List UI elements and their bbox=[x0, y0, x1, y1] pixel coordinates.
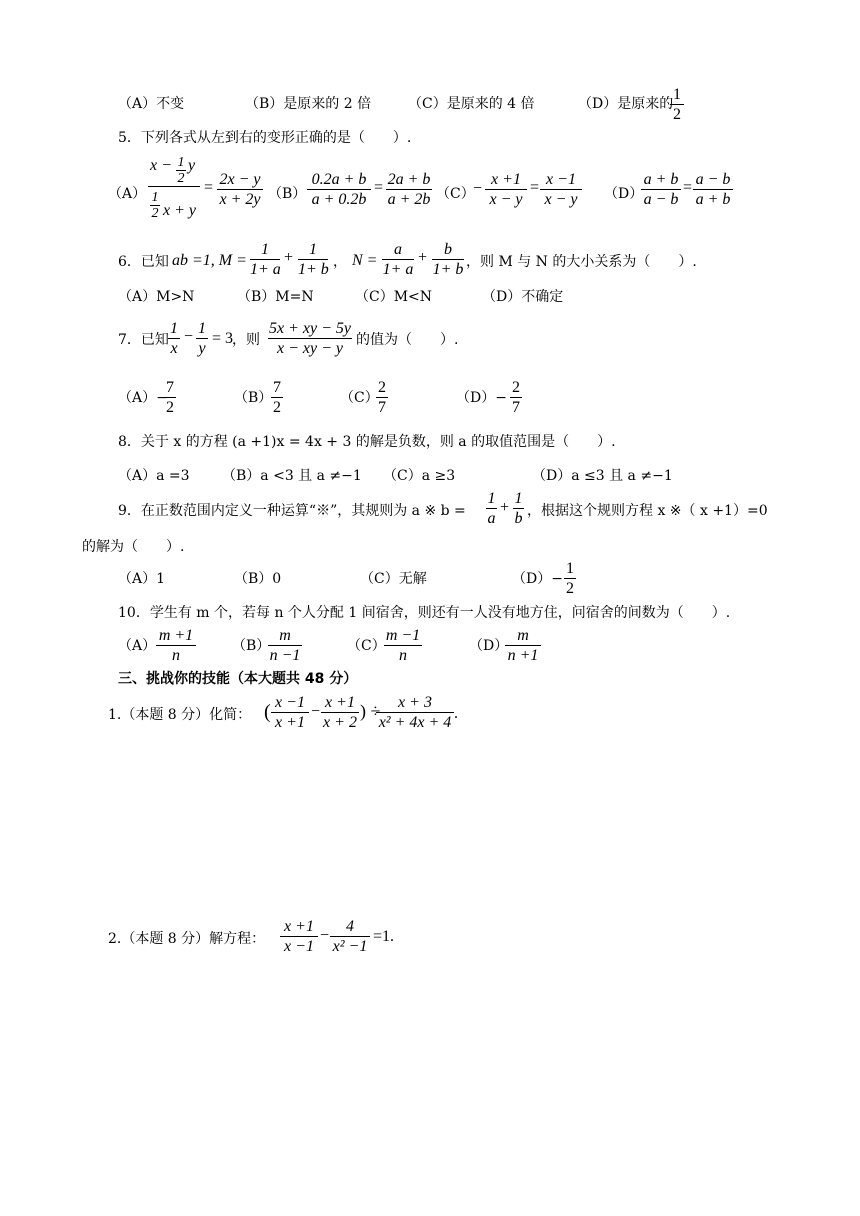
q6-option-b: （B）M=N bbox=[237, 289, 314, 305]
q5-option-d-label: （D） bbox=[604, 186, 644, 202]
q6-option-a: （A）M>N bbox=[118, 289, 195, 305]
q7-fraction-1-over-x: 1 x bbox=[170, 320, 178, 357]
q7-option-d-label: （D）− bbox=[456, 390, 507, 406]
problem-1-stem: 1.（本题 8 分）化简： bbox=[108, 707, 252, 723]
q5-a-inner-fraction-bottom: 1 2 bbox=[151, 190, 159, 221]
q6-comma: ， bbox=[333, 254, 347, 270]
q9-fraction-1-over-b: 1 b bbox=[514, 490, 523, 527]
q8-option-a: （A）a =3 bbox=[118, 468, 190, 484]
q5-c-rhs-fraction: x −1 x − y bbox=[540, 171, 582, 208]
problem-1-open-paren: ( bbox=[264, 701, 271, 723]
problem-1-fraction-3: x + 3 x² + 4x + 4 bbox=[376, 694, 454, 731]
q8-stem: 8．关于 x 的方程 (a +1)x = 4x + 3 的解是负数，则 a 的取值范围是（ ）. bbox=[118, 434, 616, 450]
q4-option-b: （B）是原来的 2 倍 bbox=[245, 96, 372, 112]
q5-c-lhs-fraction: x +1 x − y bbox=[485, 171, 527, 208]
q9-option-c: （C）无解 bbox=[360, 571, 427, 587]
q6-n-fraction-1: a 1+ a bbox=[382, 241, 414, 278]
q7-equals-3: = 3 bbox=[212, 330, 234, 347]
problem-2-fraction-1: x +1 x −1 bbox=[280, 918, 318, 955]
problem-2-tail: =1. bbox=[373, 928, 395, 945]
q5-d-equals: = bbox=[683, 179, 693, 196]
problem-1-fraction-2: x +1 x + 2 bbox=[321, 694, 359, 731]
q10-option-a-fraction: m +1 n bbox=[156, 627, 196, 664]
q6-n-plus: + bbox=[418, 249, 428, 266]
q7-minus: − bbox=[184, 328, 194, 345]
q4-option-d: （D）是原来的 bbox=[578, 96, 674, 112]
q9-option-a: （A）1 bbox=[118, 571, 166, 587]
q10-option-d-label: （D） bbox=[469, 638, 509, 654]
q7-option-d-fraction: 2 7 bbox=[512, 379, 520, 416]
q9-plus: + bbox=[500, 499, 510, 516]
q7-expression-fraction: 5x + xy − 5y x − xy − y bbox=[269, 320, 351, 357]
q7-mid: ，则 bbox=[232, 332, 260, 348]
q7-option-b-label: （B） bbox=[234, 390, 273, 406]
q7-stem-pre: 7．已知 bbox=[118, 332, 169, 348]
q10-option-b-label: （B） bbox=[232, 638, 271, 654]
q10-option-b-fraction: m n −1 bbox=[269, 627, 301, 664]
q5-option-c-label: （C） bbox=[436, 186, 475, 202]
q5-option-a-label: （A） bbox=[108, 186, 147, 202]
q5-option-b-label: （B） bbox=[268, 186, 307, 202]
q6-n-fraction-2: b 1+ b bbox=[432, 241, 464, 278]
q5-d-rhs-fraction: a − b a + b bbox=[693, 171, 733, 208]
q5-stem: 5．下列各式从左到右的变形正确的是（ ）. bbox=[118, 130, 412, 146]
q6-stem-post: ，则 M 与 N 的大小关系为（ ）. bbox=[466, 254, 697, 270]
q6-m-fraction-2: 1 1+ b bbox=[298, 241, 329, 278]
q10-option-c-label: （C） bbox=[347, 638, 386, 654]
problem-2-minus: − bbox=[320, 927, 330, 944]
q5-a-inner-fraction-top: 1 2 bbox=[177, 155, 185, 186]
q5-c-minus: − bbox=[473, 180, 483, 197]
problem-2-fraction-2: 4 x² −1 bbox=[330, 918, 370, 955]
q8-option-d: （D）a ≤3 且 a ≠−1 bbox=[532, 468, 673, 484]
problem-2-stem: 2.（本题 8 分）解方程： bbox=[108, 931, 266, 947]
q10-stem: 10．学生有 m 个，若每 n 个人分配 1 间宿舍，则还有一人没有地方住，问宿舍的间数为（ ）. bbox=[118, 605, 731, 621]
q9-stem-line2: 的解为（ ）. bbox=[82, 539, 185, 555]
problem-1-fraction-1: x −1 x +1 bbox=[271, 694, 309, 731]
q5-a-numerator-y: y bbox=[188, 157, 196, 174]
q10-option-c-fraction: m −1 n bbox=[385, 627, 421, 664]
q5-a-main-bar bbox=[148, 186, 200, 187]
q5-a-denominator-rest: x + y bbox=[163, 202, 196, 219]
q5-c-equals: = bbox=[530, 179, 540, 196]
q7-fraction-1-over-y: 1 y bbox=[198, 320, 206, 357]
q10-option-d-fraction: m n +1 bbox=[505, 627, 541, 664]
q6-m-fraction-1: 1 1+ a bbox=[250, 241, 281, 278]
q9-option-b: （B）0 bbox=[234, 571, 282, 587]
problem-1-minus: − bbox=[311, 703, 321, 720]
q7-option-c-label: （C） bbox=[340, 390, 379, 406]
q6-stem-pre: 6．已知 bbox=[118, 254, 169, 270]
q5-a-equals: = bbox=[204, 179, 214, 196]
q4-option-c: （C）是原来的 4 倍 bbox=[408, 96, 535, 112]
q9-option-d-label: （D）− bbox=[512, 571, 563, 587]
q9-stem-post: ，根据这个规则方程 x ※（ x +1）=0 bbox=[527, 503, 768, 519]
problem-1-end: . bbox=[454, 705, 458, 722]
q7-option-b-fraction: 7 2 bbox=[273, 379, 281, 416]
q6-m-definition: ab =1, M = bbox=[172, 252, 247, 269]
problem-1-close-divide: ) ÷ bbox=[360, 701, 381, 721]
q7-option-a-fraction: 7 2 bbox=[166, 379, 174, 416]
q4-option-d-fraction: 1 2 bbox=[670, 86, 684, 123]
q6-option-c: （C）M<N bbox=[355, 289, 433, 305]
q6-option-d: （D）不确定 bbox=[482, 289, 564, 305]
q5-a-lhs-numerator: x − bbox=[150, 157, 172, 174]
q7-option-a-label: （A）− bbox=[118, 390, 168, 406]
section-3-title: 三、挑战你的技能（本大题共 48 分） bbox=[118, 671, 358, 687]
q5-a-rhs-fraction: 2x − y x + 2y bbox=[217, 171, 263, 208]
q4-option-a: （A）不变 bbox=[118, 96, 185, 112]
q8-option-b: （B）a <3 且 a ≠−1 bbox=[222, 468, 362, 484]
q5-b-equals: = bbox=[374, 179, 384, 196]
q9-fraction-1-over-a: 1 a bbox=[487, 490, 496, 527]
q7-option-c-fraction: 2 7 bbox=[378, 379, 386, 416]
q8-option-c: （C）a ≥3 bbox=[383, 468, 456, 484]
q6-n-definition: N = bbox=[352, 252, 378, 269]
q5-d-lhs-fraction: a + b a − b bbox=[641, 171, 681, 208]
q9-stem-pre: 9．在正数范围内定义一种运算“※”，其规则为 a ※ b = bbox=[118, 503, 466, 519]
q9-option-d-fraction: 1 2 bbox=[566, 560, 574, 597]
q10-option-a-label: （A） bbox=[118, 638, 157, 654]
q5-b-rhs-fraction: 2a + b a + 2b bbox=[387, 171, 431, 208]
q7-stem-post: 的值为（ ）. bbox=[356, 332, 459, 348]
q5-b-lhs-fraction: 0.2a + b a + 0.2b bbox=[307, 171, 371, 208]
q6-m-plus: + bbox=[284, 249, 294, 266]
